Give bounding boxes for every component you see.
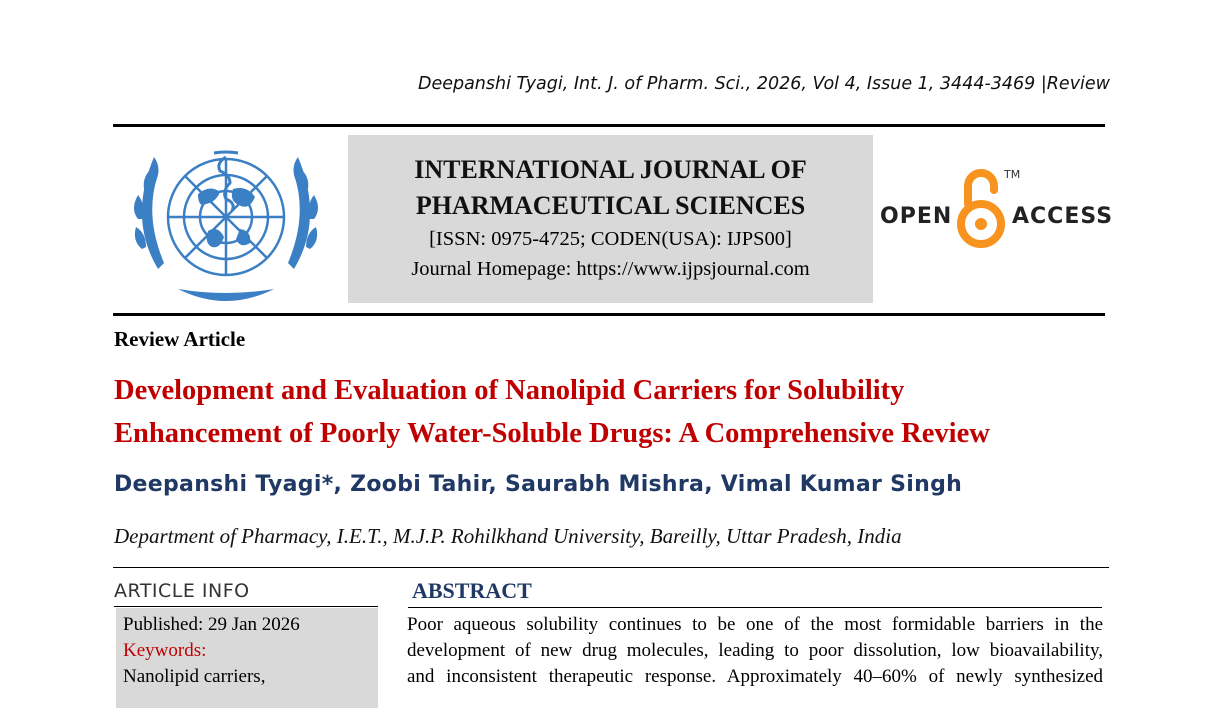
keywords-label: Keywords: — [123, 640, 207, 661]
abstract-text — [407, 612, 1103, 690]
issn-line: [ISSN: 0975-4725; CODEN(USA): IJPS00] — [429, 228, 792, 250]
abstract-line: development of new drug molecules, leading to poor dissolution, low bioavailability, — [407, 640, 1103, 661]
published-date: Published: 29 Jan 2026 — [123, 614, 300, 635]
trademark-text: TM — [1004, 168, 1021, 181]
article-type: Review Article — [114, 327, 246, 351]
access-text: ACCESS — [1012, 204, 1114, 229]
abstract-heading: ABSTRACT — [412, 578, 532, 603]
abstract-rule — [408, 607, 1102, 608]
title-line-2: Enhancement of Poorly Water-Soluble Drugs: A Comprehensive Review — [114, 418, 990, 449]
un-emblem-icon — [128, 139, 324, 305]
section-rule — [113, 567, 1109, 568]
affiliation: Department of Pharmacy, I.E.T., M.J.P. Rohilkhand University, Bareilly, Uttar Pradesh, India — [114, 524, 902, 548]
abstract-line: and inconsistent therapeutic response. Approximately 40–60% of newly synthesized — [407, 666, 1103, 687]
running-head: Deepanshi Tyagi, Int. J. of Pharm. Sci., 2026, Vol 4, Issue 1, 3444-3469 |Review — [417, 74, 1110, 94]
journal-name-line1: INTERNATIONAL JOURNAL OF — [414, 155, 807, 184]
title-line-1: Development and Evaluation of Nanolipid Carriers for Solubility — [114, 375, 905, 406]
article-info-rule — [114, 606, 378, 607]
article-title — [114, 369, 1114, 455]
open-access-lock-icon — [956, 168, 1006, 250]
top-rule — [113, 124, 1105, 127]
journal-name-line2: PHARMACEUTICAL SCIENCES — [415, 191, 806, 220]
open-text: OPEN — [880, 204, 953, 229]
header-bottom-rule — [113, 313, 1105, 316]
abstract-line: Poor aqueous solubility continues to be one of the most formidable barriers in the — [407, 614, 1103, 635]
article-info-box — [116, 608, 378, 708]
open-access-logo — [880, 168, 1114, 253]
journal-homepage[interactable]: Journal Homepage: https://www.ijpsjournal.com — [411, 258, 810, 280]
keyword-item: Nanolipid carriers, — [123, 666, 266, 687]
journal-masthead — [348, 135, 873, 303]
article-info-heading: ARTICLE INFO — [114, 580, 250, 602]
author-list: Deepanshi Tyagi*, Zoobi Tahir, Saurabh Mishra, Vimal Kumar Singh — [114, 472, 963, 497]
journal-name — [348, 152, 873, 224]
